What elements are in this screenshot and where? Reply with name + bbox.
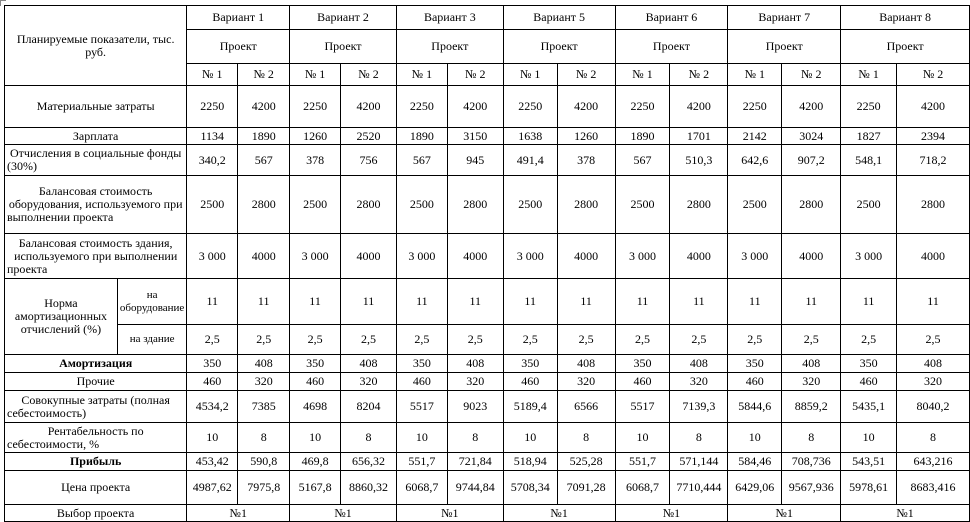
planning-table-container xyxy=(4,5,970,522)
choice-cell: №1 xyxy=(503,505,615,522)
project-header: Проект xyxy=(728,30,841,64)
value-cell: 408 xyxy=(447,355,503,373)
value-cell: 10 xyxy=(615,423,670,453)
row-norm-building xyxy=(5,325,970,355)
variant-header: Вариант 6 xyxy=(615,6,728,30)
value-cell: 8860,32 xyxy=(341,471,397,505)
value-cell: 11 xyxy=(897,279,970,325)
row-sublabel: на здание xyxy=(117,325,186,355)
project-header: Проект xyxy=(290,30,397,64)
value-cell: 350 xyxy=(503,355,557,373)
value-cell: 408 xyxy=(782,355,841,373)
project-number-1: № 1 xyxy=(728,64,782,86)
value-cell: 2250 xyxy=(841,86,897,128)
value-cell: 2800 xyxy=(670,176,728,234)
row-material xyxy=(5,86,970,128)
value-cell: 2,5 xyxy=(341,325,397,355)
value-cell: 2,5 xyxy=(841,325,897,355)
row-label: Рентабельность по себестоимости, % xyxy=(5,423,187,453)
value-cell: 3150 xyxy=(447,128,503,145)
value-cell: 320 xyxy=(447,373,503,391)
table-body xyxy=(5,6,970,522)
value-cell: 718,2 xyxy=(897,145,970,176)
row-label: Балансовая стоимость здания, используемого при выполнении проекта xyxy=(5,234,187,279)
value-cell: 10 xyxy=(187,423,238,453)
value-cell: 10 xyxy=(503,423,557,453)
value-cell: 5708,34 xyxy=(503,471,557,505)
project-header: Проект xyxy=(503,30,615,64)
row-label-header: Планируемые показатели, тыс. руб. xyxy=(5,6,187,86)
value-cell: 2,5 xyxy=(238,325,290,355)
value-cell: 378 xyxy=(290,145,341,176)
value-cell: 4987,62 xyxy=(187,471,238,505)
value-cell: 5435,1 xyxy=(841,391,897,423)
value-cell: 8040,2 xyxy=(897,391,970,423)
project-header: Проект xyxy=(187,30,290,64)
value-cell: 11 xyxy=(447,279,503,325)
project-header: Проект xyxy=(615,30,728,64)
row-norm-equipment xyxy=(5,279,970,325)
value-cell: 551,7 xyxy=(615,453,670,471)
value-cell: 11 xyxy=(782,279,841,325)
choice-cell: №1 xyxy=(841,505,970,522)
value-cell: 3 000 xyxy=(187,234,238,279)
project-number-2: № 2 xyxy=(782,64,841,86)
row-salary xyxy=(5,128,970,145)
value-cell: 320 xyxy=(557,373,615,391)
project-number-2: № 2 xyxy=(341,64,397,86)
value-cell: 7139,3 xyxy=(670,391,728,423)
value-cell: 2800 xyxy=(447,176,503,234)
value-cell: 11 xyxy=(187,279,238,325)
value-cell: 7975,8 xyxy=(238,471,290,505)
variant-header: Вариант 5 xyxy=(503,6,615,30)
value-cell: 10 xyxy=(841,423,897,453)
row-label: Материальные затраты xyxy=(5,86,187,128)
project-number-1: № 1 xyxy=(187,64,238,86)
choice-cell: №1 xyxy=(728,505,841,522)
row-price xyxy=(5,471,970,505)
project-number-2: № 2 xyxy=(447,64,503,86)
value-cell: 8 xyxy=(670,423,728,453)
project-number-1: № 1 xyxy=(503,64,557,86)
value-cell: 460 xyxy=(841,373,897,391)
value-cell: 453,42 xyxy=(187,453,238,471)
value-cell: 408 xyxy=(341,355,397,373)
choice-cell: №1 xyxy=(290,505,397,522)
row-label: Отчисления в социальные фонды (30%) xyxy=(5,145,187,176)
value-cell: 2142 xyxy=(728,128,782,145)
row-social xyxy=(5,145,970,176)
value-cell: 8 xyxy=(238,423,290,453)
value-cell: 350 xyxy=(728,355,782,373)
row-label: Амортизация xyxy=(5,355,187,373)
value-cell: 2800 xyxy=(557,176,615,234)
value-cell: 4200 xyxy=(897,86,970,128)
value-cell: 350 xyxy=(290,355,341,373)
value-cell: 5517 xyxy=(396,391,447,423)
value-cell: 1260 xyxy=(557,128,615,145)
value-cell: 408 xyxy=(897,355,970,373)
choice-cell: №1 xyxy=(615,505,728,522)
value-cell: 4200 xyxy=(557,86,615,128)
value-cell: 491,4 xyxy=(503,145,557,176)
value-cell: 6068,7 xyxy=(615,471,670,505)
value-cell: 5167,8 xyxy=(290,471,341,505)
value-cell: 1134 xyxy=(187,128,238,145)
value-cell: 11 xyxy=(670,279,728,325)
value-cell: 10 xyxy=(290,423,341,453)
value-cell: 9567,936 xyxy=(782,471,841,505)
value-cell: 1701 xyxy=(670,128,728,145)
value-cell: 408 xyxy=(557,355,615,373)
project-number-2: № 2 xyxy=(670,64,728,86)
value-cell: 378 xyxy=(557,145,615,176)
value-cell: 10 xyxy=(396,423,447,453)
value-cell: 590,8 xyxy=(238,453,290,471)
project-number-1: № 1 xyxy=(396,64,447,86)
value-cell: 9023 xyxy=(447,391,503,423)
row-label: Балансовая стоимость оборудования, используемого при выполнении проекта xyxy=(5,176,187,234)
value-cell: 4000 xyxy=(670,234,728,279)
project-number-2: № 2 xyxy=(238,64,290,86)
value-cell: 2500 xyxy=(728,176,782,234)
value-cell: 642,6 xyxy=(728,145,782,176)
value-cell: 571,144 xyxy=(670,453,728,471)
row-total_cost xyxy=(5,391,970,423)
value-cell: 3 000 xyxy=(290,234,341,279)
row-sublabel: на оборудование xyxy=(117,279,186,325)
value-cell: 2,5 xyxy=(290,325,341,355)
value-cell: 7710,444 xyxy=(670,471,728,505)
value-cell: 5189,4 xyxy=(503,391,557,423)
value-cell: 584,46 xyxy=(728,453,782,471)
value-cell: 2,5 xyxy=(187,325,238,355)
value-cell: 2250 xyxy=(728,86,782,128)
value-cell: 708,736 xyxy=(782,453,841,471)
value-cell: 469,8 xyxy=(290,453,341,471)
value-cell: 340,2 xyxy=(187,145,238,176)
value-cell: 2250 xyxy=(503,86,557,128)
row-label: Цена проекта xyxy=(5,471,187,505)
row-label: Зарплата xyxy=(5,128,187,145)
value-cell: 11 xyxy=(238,279,290,325)
value-cell: 460 xyxy=(728,373,782,391)
value-cell: 3 000 xyxy=(396,234,447,279)
project-number-2: № 2 xyxy=(557,64,615,86)
value-cell: 2,5 xyxy=(447,325,503,355)
project-number-1: № 1 xyxy=(290,64,341,86)
value-cell: 4534,2 xyxy=(187,391,238,423)
project-header: Проект xyxy=(396,30,503,64)
value-cell: 320 xyxy=(782,373,841,391)
value-cell: 2500 xyxy=(615,176,670,234)
value-cell: 6566 xyxy=(557,391,615,423)
value-cell: 2250 xyxy=(290,86,341,128)
value-cell: 2,5 xyxy=(615,325,670,355)
value-cell: 460 xyxy=(290,373,341,391)
project-number-2: № 2 xyxy=(897,64,970,86)
value-cell: 11 xyxy=(557,279,615,325)
value-cell: 5978,61 xyxy=(841,471,897,505)
value-cell: 2250 xyxy=(396,86,447,128)
value-cell: 2250 xyxy=(187,86,238,128)
value-cell: 1890 xyxy=(238,128,290,145)
value-cell: 2800 xyxy=(238,176,290,234)
value-cell: 4200 xyxy=(447,86,503,128)
value-cell: 11 xyxy=(728,279,782,325)
value-cell: 460 xyxy=(187,373,238,391)
value-cell: 460 xyxy=(615,373,670,391)
value-cell: 567 xyxy=(238,145,290,176)
value-cell: 3 000 xyxy=(503,234,557,279)
row-profitability xyxy=(5,423,970,453)
value-cell: 907,2 xyxy=(782,145,841,176)
value-cell: 3024 xyxy=(782,128,841,145)
value-cell: 4698 xyxy=(290,391,341,423)
value-cell: 350 xyxy=(841,355,897,373)
value-cell: 11 xyxy=(841,279,897,325)
value-cell: 408 xyxy=(238,355,290,373)
value-cell: 460 xyxy=(503,373,557,391)
choice-cell: №1 xyxy=(187,505,290,522)
value-cell: 2250 xyxy=(615,86,670,128)
value-cell: 2,5 xyxy=(670,325,728,355)
row-label: Норма амортизационных отчислений (%) xyxy=(5,279,118,355)
value-cell: 7385 xyxy=(238,391,290,423)
value-cell: 548,1 xyxy=(841,145,897,176)
project-header: Проект xyxy=(841,30,970,64)
value-cell: 2500 xyxy=(290,176,341,234)
value-cell: 7091,28 xyxy=(557,471,615,505)
value-cell: 350 xyxy=(615,355,670,373)
value-cell: 518,94 xyxy=(503,453,557,471)
value-cell: 320 xyxy=(341,373,397,391)
value-cell: 756 xyxy=(341,145,397,176)
value-cell: 4200 xyxy=(782,86,841,128)
value-cell: 8683,416 xyxy=(897,471,970,505)
choice-cell: №1 xyxy=(396,505,503,522)
value-cell: 3 000 xyxy=(728,234,782,279)
value-cell: 8 xyxy=(341,423,397,453)
row-other xyxy=(5,373,970,391)
variant-header: Вариант 8 xyxy=(841,6,970,30)
value-cell: 4000 xyxy=(341,234,397,279)
value-cell: 8859,2 xyxy=(782,391,841,423)
value-cell: 2,5 xyxy=(728,325,782,355)
value-cell: 4200 xyxy=(341,86,397,128)
value-cell: 2,5 xyxy=(782,325,841,355)
value-cell: 2520 xyxy=(341,128,397,145)
value-cell: 1638 xyxy=(503,128,557,145)
value-cell: 567 xyxy=(615,145,670,176)
value-cell: 11 xyxy=(290,279,341,325)
variant-header: Вариант 1 xyxy=(187,6,290,30)
value-cell: 2,5 xyxy=(503,325,557,355)
value-cell: 945 xyxy=(447,145,503,176)
planning-indicators-table xyxy=(4,5,970,522)
value-cell: 5844,6 xyxy=(728,391,782,423)
row-building xyxy=(5,234,970,279)
value-cell: 8 xyxy=(447,423,503,453)
value-cell: 8 xyxy=(897,423,970,453)
value-cell: 320 xyxy=(238,373,290,391)
value-cell: 643,216 xyxy=(897,453,970,471)
variant-header: Вариант 7 xyxy=(728,6,841,30)
value-cell: 2,5 xyxy=(897,325,970,355)
value-cell: 2500 xyxy=(396,176,447,234)
value-cell: 2394 xyxy=(897,128,970,145)
value-cell: 460 xyxy=(396,373,447,391)
value-cell: 3 000 xyxy=(841,234,897,279)
value-cell: 4000 xyxy=(557,234,615,279)
row-label: Совокупные затраты (полная себестоимость) xyxy=(5,391,187,423)
value-cell: 320 xyxy=(897,373,970,391)
value-cell: 4000 xyxy=(447,234,503,279)
value-cell: 2,5 xyxy=(557,325,615,355)
value-cell: 4000 xyxy=(782,234,841,279)
value-cell: 350 xyxy=(187,355,238,373)
value-cell: 11 xyxy=(341,279,397,325)
value-cell: 525,28 xyxy=(557,453,615,471)
value-cell: 4000 xyxy=(897,234,970,279)
row-choice xyxy=(5,505,970,522)
value-cell: 6429,06 xyxy=(728,471,782,505)
row-equipment xyxy=(5,176,970,234)
value-cell: 1827 xyxy=(841,128,897,145)
value-cell: 408 xyxy=(670,355,728,373)
project-number-1: № 1 xyxy=(615,64,670,86)
value-cell: 8 xyxy=(557,423,615,453)
value-cell: 2,5 xyxy=(396,325,447,355)
value-cell: 8204 xyxy=(341,391,397,423)
variant-header: Вариант 2 xyxy=(290,6,397,30)
value-cell: 4000 xyxy=(238,234,290,279)
value-cell: 543,51 xyxy=(841,453,897,471)
row-label: Прибыль xyxy=(5,453,187,471)
value-cell: 8 xyxy=(782,423,841,453)
value-cell: 1890 xyxy=(396,128,447,145)
value-cell: 1890 xyxy=(615,128,670,145)
value-cell: 11 xyxy=(503,279,557,325)
value-cell: 721,84 xyxy=(447,453,503,471)
value-cell: 11 xyxy=(396,279,447,325)
row-profit xyxy=(5,453,970,471)
value-cell: 11 xyxy=(615,279,670,325)
value-cell: 551,7 xyxy=(396,453,447,471)
variant-header: Вариант 3 xyxy=(396,6,503,30)
value-cell: 10 xyxy=(728,423,782,453)
value-cell: 656,32 xyxy=(341,453,397,471)
value-cell: 9744,84 xyxy=(447,471,503,505)
value-cell: 2800 xyxy=(341,176,397,234)
value-cell: 2500 xyxy=(841,176,897,234)
value-cell: 2500 xyxy=(503,176,557,234)
value-cell: 5517 xyxy=(615,391,670,423)
value-cell: 320 xyxy=(670,373,728,391)
row-label: Выбор проекта xyxy=(5,505,187,522)
value-cell: 2800 xyxy=(897,176,970,234)
value-cell: 567 xyxy=(396,145,447,176)
value-cell: 3 000 xyxy=(615,234,670,279)
value-cell: 510,3 xyxy=(670,145,728,176)
value-cell: 2800 xyxy=(782,176,841,234)
project-number-1: № 1 xyxy=(841,64,897,86)
value-cell: 2500 xyxy=(187,176,238,234)
value-cell: 1260 xyxy=(290,128,341,145)
value-cell: 4200 xyxy=(670,86,728,128)
value-cell: 6068,7 xyxy=(396,471,447,505)
row-amortization xyxy=(5,355,970,373)
value-cell: 350 xyxy=(396,355,447,373)
value-cell: 4200 xyxy=(238,86,290,128)
header-row-variants xyxy=(5,6,970,30)
row-label: Прочие xyxy=(5,373,187,391)
